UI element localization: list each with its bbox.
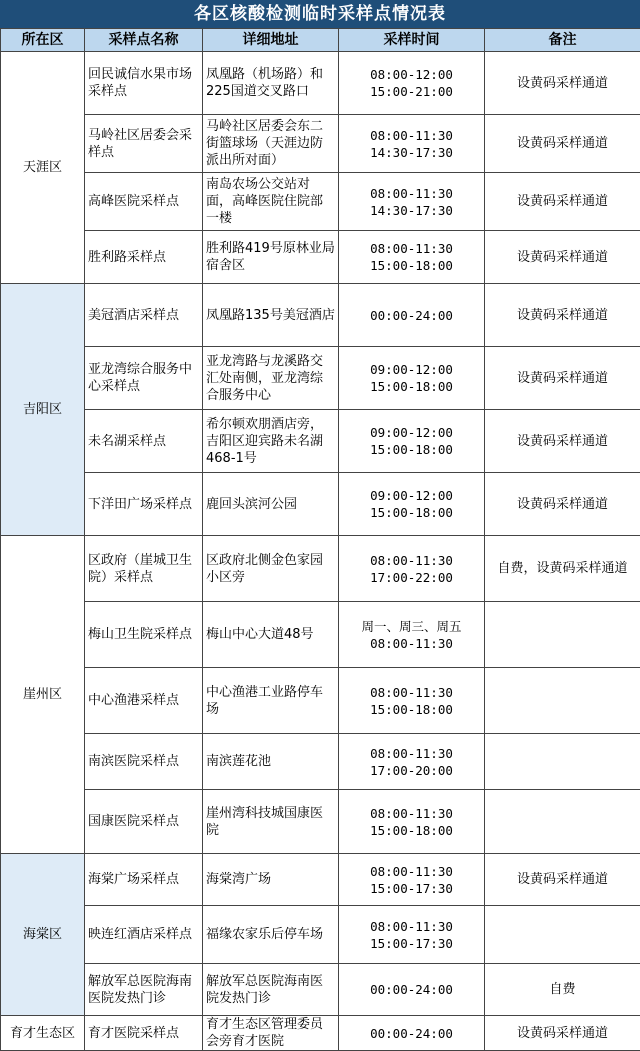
time-range: 15:00-18:00 — [342, 257, 481, 274]
note-cell: 设黄码采样通道 — [485, 473, 640, 536]
site-name-cell: 下洋田广场采样点 — [85, 473, 203, 536]
site-name-cell: 美冠酒店采样点 — [85, 284, 203, 347]
note-cell — [485, 668, 640, 734]
time-range: 08:00-11:30 — [342, 918, 481, 935]
table-row — [1, 1016, 640, 1051]
time-range: 14:30-17:30 — [342, 144, 481, 161]
sampling-sites-table — [0, 28, 640, 1051]
site-name-cell: 区政府（崖城卫生院）采样点 — [85, 536, 203, 602]
time-range: 09:00-12:00 — [342, 487, 481, 504]
header-address: 详细地址 — [203, 29, 339, 52]
address-cell: 凤凰路（机场路）和225国道交叉路口 — [203, 52, 339, 115]
time-range: 15:00-18:00 — [342, 822, 481, 839]
time-range: 15:00-18:00 — [342, 504, 481, 521]
address-cell: 南岛农场公交站对面，高峰医院住院部一楼 — [203, 173, 339, 231]
site-name-cell: 高峰医院采样点 — [85, 173, 203, 231]
site-name-cell: 海棠广场采样点 — [85, 854, 203, 906]
site-name-cell: 回民诚信水果市场采样点 — [85, 52, 203, 115]
table-row — [1, 602, 640, 668]
time-cell — [339, 906, 485, 964]
time-cell — [339, 602, 485, 668]
time-range: 15:00-18:00 — [342, 378, 481, 395]
address-cell: 海棠湾广场 — [203, 854, 339, 906]
note-cell: 设黄码采样通道 — [485, 410, 640, 473]
site-name-cell: 中心渔港采样点 — [85, 668, 203, 734]
address-cell: 解放军总医院海南医院发热门诊 — [203, 964, 339, 1016]
header-note: 备注 — [485, 29, 640, 52]
table-row — [1, 854, 640, 906]
address-cell: 区政府北侧金色家园小区旁 — [203, 536, 339, 602]
time-range: 08:00-11:30 — [342, 127, 481, 144]
table-row — [1, 668, 640, 734]
site-name-cell: 胜利路采样点 — [85, 231, 203, 284]
note-cell: 设黄码采样通道 — [485, 52, 640, 115]
note-cell: 设黄码采样通道 — [485, 173, 640, 231]
site-name-cell: 映连红酒店采样点 — [85, 906, 203, 964]
header-district: 所在区 — [1, 29, 85, 52]
time-range: 09:00-12:00 — [342, 361, 481, 378]
address-cell: 胜利路419号原林业局宿舍区 — [203, 231, 339, 284]
note-cell: 设黄码采样通道 — [485, 347, 640, 410]
address-cell: 鹿回头滨河公园 — [203, 473, 339, 536]
time-cell — [339, 347, 485, 410]
time-range: 00:00-24:00 — [342, 981, 481, 998]
time-range: 00:00-24:00 — [342, 307, 481, 324]
table-row — [1, 790, 640, 854]
time-range: 08:00-11:30 — [342, 552, 481, 569]
table-title: 各区核酸检测临时采样点情况表 — [0, 0, 640, 28]
address-cell: 梅山中心大道48号 — [203, 602, 339, 668]
time-cell — [339, 1016, 485, 1051]
table-row — [1, 173, 640, 231]
note-cell: 设黄码采样通道 — [485, 115, 640, 173]
time-range: 08:00-11:30 — [342, 805, 481, 822]
time-cell — [339, 668, 485, 734]
time-cell — [339, 115, 485, 173]
district-cell: 崖州区 — [1, 536, 85, 854]
note-cell: 设黄码采样通道 — [485, 231, 640, 284]
time-cell — [339, 536, 485, 602]
site-name-cell: 马岭社区居委会采样点 — [85, 115, 203, 173]
time-range: 14:30-17:30 — [342, 202, 481, 219]
time-range: 15:00-21:00 — [342, 83, 481, 100]
time-cell — [339, 410, 485, 473]
time-range: 08:00-11:30 — [342, 185, 481, 202]
time-range: 17:00-22:00 — [342, 569, 481, 586]
time-range: 08:00-11:30 — [342, 863, 481, 880]
site-name-cell: 南滨医院采样点 — [85, 734, 203, 790]
note-cell: 设黄码采样通道 — [485, 284, 640, 347]
note-cell — [485, 602, 640, 668]
table-row — [1, 52, 640, 115]
time-cell — [339, 284, 485, 347]
time-range: 00:00-24:00 — [342, 1025, 481, 1042]
time-range: 08:00-11:30 — [342, 240, 481, 257]
note-cell: 自费 — [485, 964, 640, 1016]
time-range: 15:00-18:00 — [342, 441, 481, 458]
address-cell: 南滨莲花池 — [203, 734, 339, 790]
time-range: 15:00-18:00 — [342, 701, 481, 718]
table-row — [1, 734, 640, 790]
note-cell: 设黄码采样通道 — [485, 854, 640, 906]
time-range: 08:00-11:30 — [342, 635, 481, 652]
time-cell — [339, 790, 485, 854]
header-time: 采样时间 — [339, 29, 485, 52]
address-cell: 马岭社区居委会东二街篮球场（天涯边防派出所对面） — [203, 115, 339, 173]
site-name-cell: 未名湖采样点 — [85, 410, 203, 473]
time-cell — [339, 231, 485, 284]
site-name-cell: 梅山卫生院采样点 — [85, 602, 203, 668]
table-row — [1, 115, 640, 173]
address-cell: 福缘农家乐后停车场 — [203, 906, 339, 964]
address-cell: 亚龙湾路与龙溪路交汇处南侧，亚龙湾综合服务中心 — [203, 347, 339, 410]
note-cell: 设黄码采样通道 — [485, 1016, 640, 1051]
table-row — [1, 473, 640, 536]
time-cell — [339, 964, 485, 1016]
time-range: 15:00-17:30 — [342, 935, 481, 952]
time-cell — [339, 173, 485, 231]
time-range: 08:00-12:00 — [342, 66, 481, 83]
address-cell: 凤凰路135号美冠酒店 — [203, 284, 339, 347]
table-row — [1, 231, 640, 284]
header-site-name: 采样点名称 — [85, 29, 203, 52]
site-name-cell: 亚龙湾综合服务中心采样点 — [85, 347, 203, 410]
district-cell: 天涯区 — [1, 52, 85, 284]
table-row — [1, 906, 640, 964]
time-cell — [339, 52, 485, 115]
time-range: 周一、周三、周五 — [342, 618, 481, 635]
time-cell — [339, 473, 485, 536]
table-row — [1, 284, 640, 347]
address-cell: 育才生态区管理委员会旁育才医院 — [203, 1016, 339, 1051]
address-cell: 中心渔港工业路停车场 — [203, 668, 339, 734]
time-range: 08:00-11:30 — [342, 745, 481, 762]
time-range: 15:00-17:30 — [342, 880, 481, 897]
note-cell — [485, 790, 640, 854]
note-cell: 自费，设黄码采样通道 — [485, 536, 640, 602]
district-cell: 吉阳区 — [1, 284, 85, 536]
table-row — [1, 964, 640, 1016]
note-cell — [485, 906, 640, 964]
table-row — [1, 536, 640, 602]
site-name-cell: 解放军总医院海南医院发热门诊 — [85, 964, 203, 1016]
address-cell: 希尔顿欢朋酒店旁，吉阳区迎宾路未名湖468-1号 — [203, 410, 339, 473]
table-body — [1, 52, 640, 1051]
district-cell: 育才生态区 — [1, 1016, 85, 1051]
note-cell — [485, 734, 640, 790]
site-name-cell: 国康医院采样点 — [85, 790, 203, 854]
table-row — [1, 410, 640, 473]
address-cell: 崖州湾科技城国康医院 — [203, 790, 339, 854]
header-row — [1, 29, 640, 52]
time-cell — [339, 854, 485, 906]
time-range: 17:00-20:00 — [342, 762, 481, 779]
site-name-cell: 育才医院采样点 — [85, 1016, 203, 1051]
time-range: 09:00-12:00 — [342, 424, 481, 441]
table-row — [1, 347, 640, 410]
time-range: 08:00-11:30 — [342, 684, 481, 701]
district-cell: 海棠区 — [1, 854, 85, 1016]
time-cell — [339, 734, 485, 790]
